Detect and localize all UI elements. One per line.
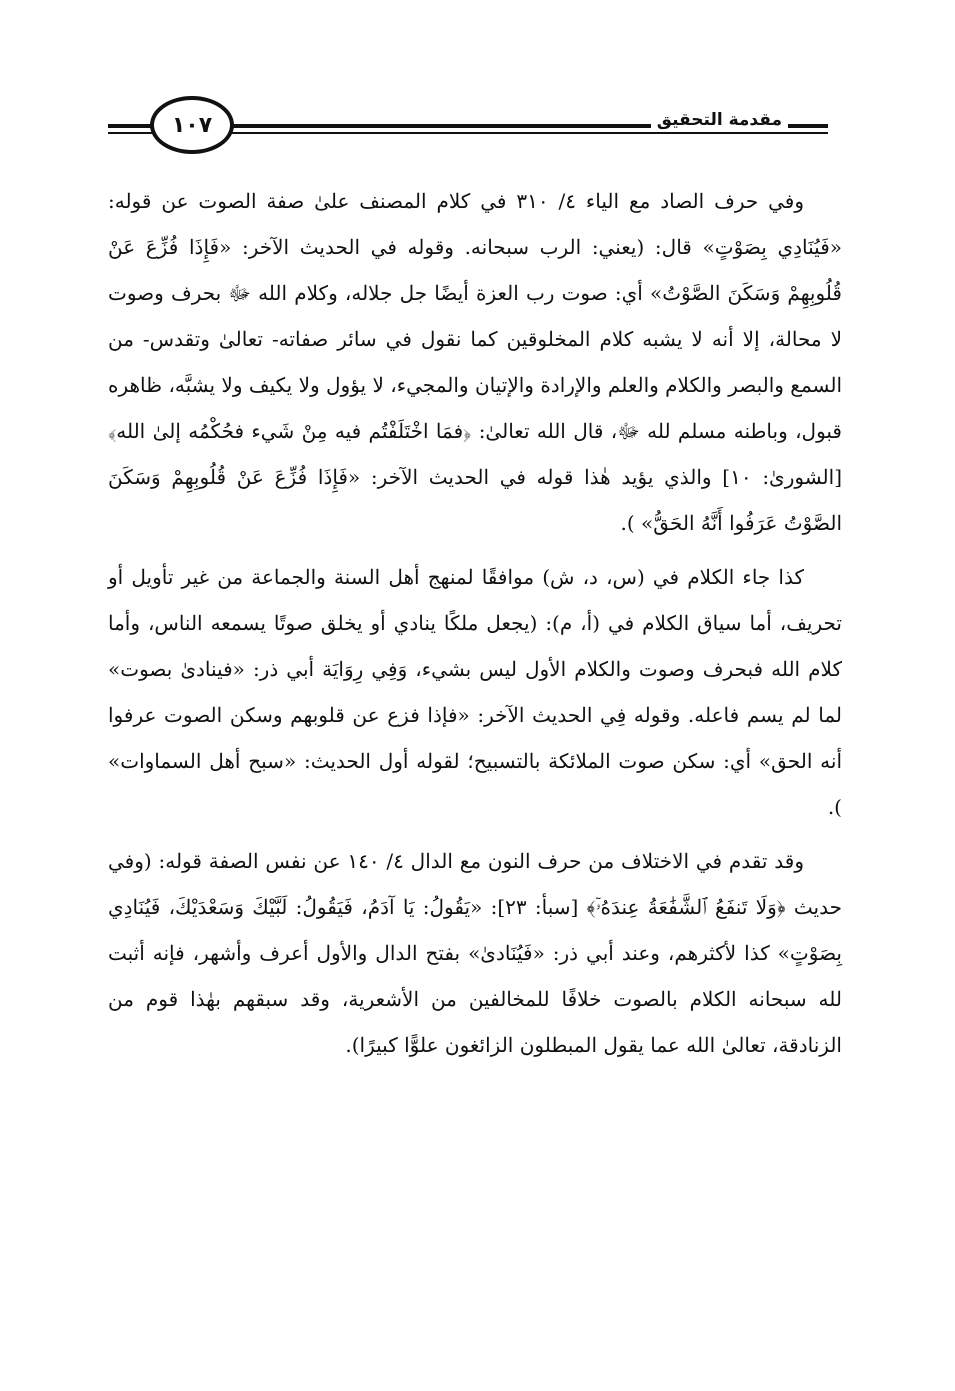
paragraph-3: وقد تقدم في الاختلاف من حرف النون مع الدال ٤/ ١٤٠ عن نفس الصفة قوله: (وفي حديث ﴿وَلَا تَنفَعُ ٱلشَّفَٰعَةُ عِندَهُۥٓ﴾ [سبأ: ٢٣]: «يَقُولُ: يَا آدَمُ، فَيَقُولُ: لَبَّيْكَ وَسَعْدَيْكَ، فَيُنَادِي بِصَوْتٍ» كذا لأكثرهم، وعند أبي ذر: «فَيُنَادىٰ» بفتح الدال والأول أعرف وأشهر، فإنه أثبت لله سبحانه الكلام بالصوت خلافًا للمخالفين من الأشعرية، وقد سبقهم بهٰذا قوم من الزنادقة، تعالىٰ الله عما يقول المبطلون الزائغون علوًّا كبيرًا). — [108, 849, 842, 1057]
page-header — [108, 96, 828, 160]
body-text — [108, 178, 842, 1068]
running-title: مقدمة التحقيق — [651, 110, 788, 130]
paragraph-2: كذا جاء الكلام في (س، د، ش) موافقًا لمنهج أهل السنة والجماعة من غير تأويل أو تحريف، أما سياق الكلام في (أ، م): (يجعل ملكًا ينادي أو يخلق صوتًا يسمعه الناس، وأما كلام الله فبحرف وصوت والكلام الأول ليس بشيء، وَفِي رِوَايَة أبي ذر: «فينادىٰ بصوت» لما لم يسم فاعله. وقوله فِي الحديث الآخر: «فإذا فزع عن قلوبهم وسكن الصوت عرفوا أنه الحق» أي: سكن صوت الملائكة بالتسبيح؛ لقوله أول الحديث: «سبح أهل السماوات» ). — [108, 565, 842, 819]
page-number-badge — [150, 96, 234, 154]
paragraph-1: وفي حرف الصاد مع الياء ٤/ ٣١٠ في كلام المصنف علىٰ صفة الصوت عن قوله: «فَيُنَادِي بِصَوْتٍ» قال: (يعني: الرب سبحانه. وقوله في الحديث الآخر: «فَإِذَا فُزِّعَ عَنْ قُلُوبِهِمْ وَسَكَنَ الصَّوْتُ» أي: صوت رب العزة أيضًا جل جلاله، وكلام الله ﷻ بحرف وصوت لا محالة، إلا أنه لا يشبه كلام المخلوقين كما نقول في سائر صفاته- تعالىٰ وتقدس- من السمع والبصر والكلام والعلم والإرادة والإتيان والمجيء، لا يؤول ولا يكيف ولا يشبَّه، ظاهره قبول، وباطنه مسلم لله ﷻ، قال الله تعالىٰ: ﴿فمَا اخْتَلَفْتُم فيه مِنْ شَيء فحُكْمُه إلىٰ الله﴾ [الشورىٰ: ١٠] والذي يؤيد هٰذا قوله في الحديث الآخر: «فَإِذَا فُزِّعَ عَنْ قُلُوبِهِمْ وَسَكَنَ الصَّوْتُ عَرَفُوا أَنَّهُ الحَقُّ» ). — [108, 189, 842, 535]
page-number: ١٠٧ — [171, 112, 213, 138]
